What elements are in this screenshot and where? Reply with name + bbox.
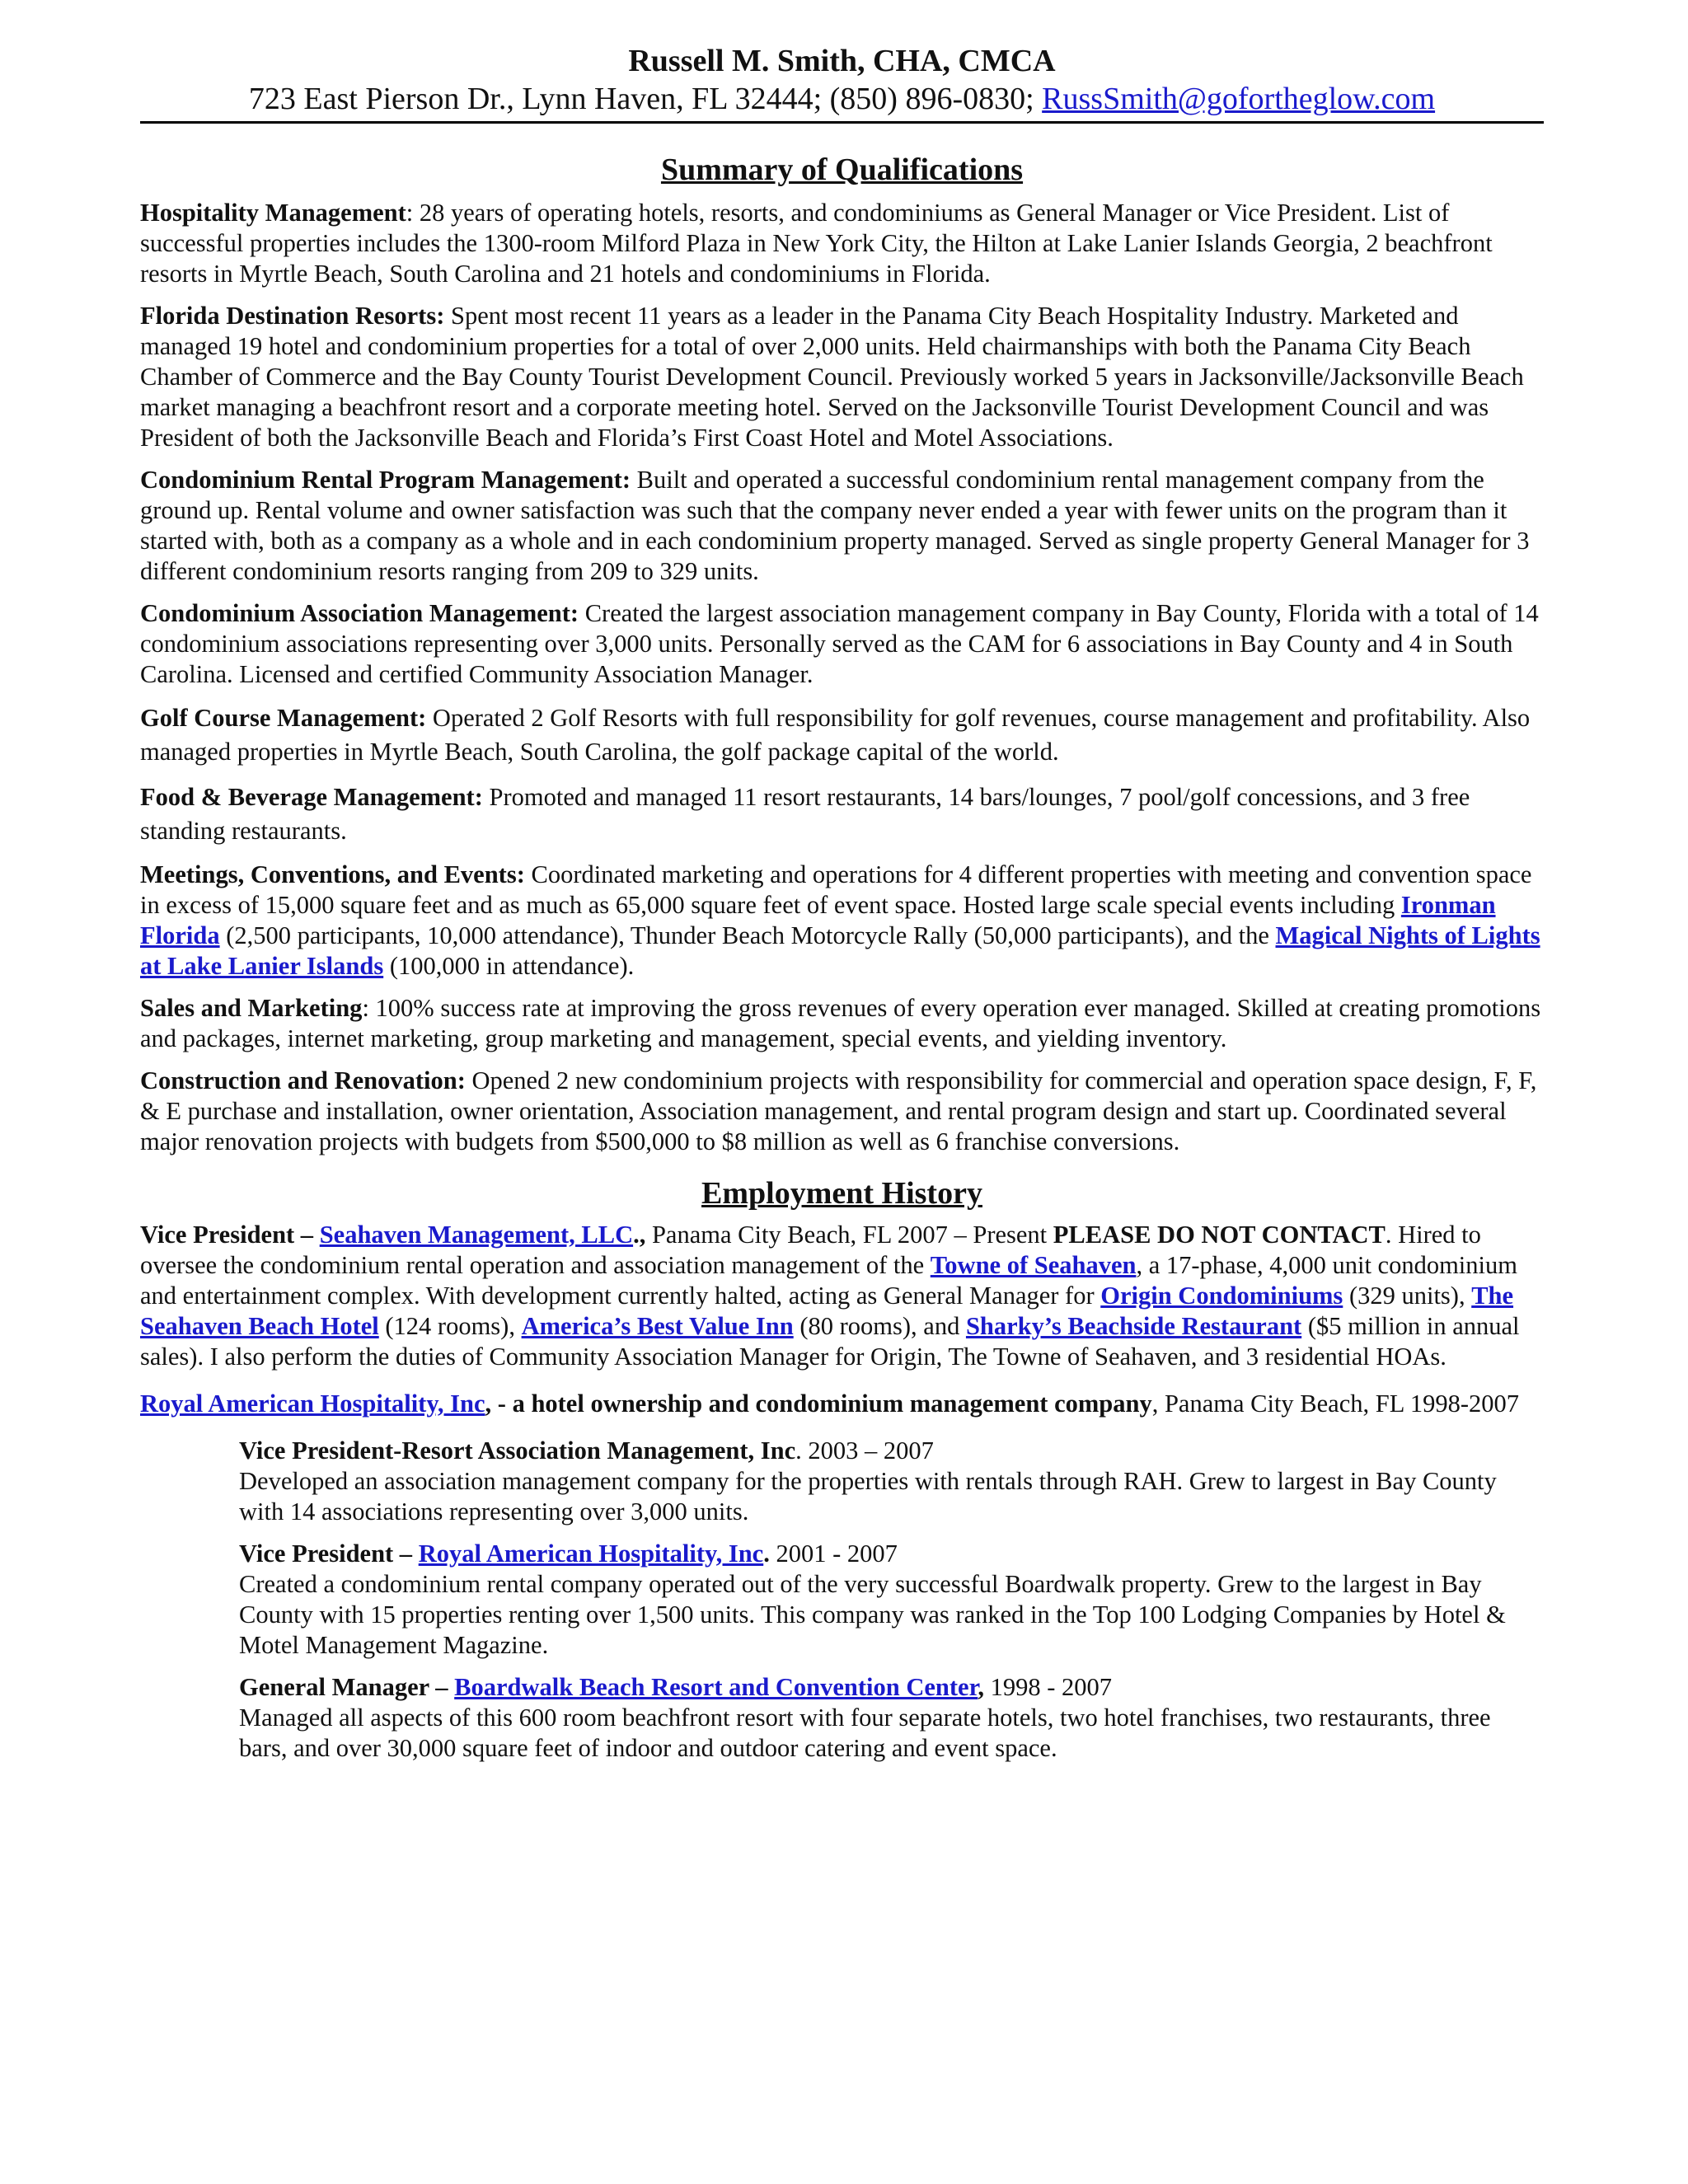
- seahaven-desc-5: (80 rooms), and: [793, 1312, 966, 1340]
- role-description: Created a condominium rental company operated out of the very successful Boardwalk property. Grew to the largest in Bay County with 15 properties renting over 1,500 units. This company was ranked in the Top 100 Lodging Companies by Hotel & Motel Management Magazine.: [239, 1570, 1506, 1659]
- meetings-text-3: (100,000 in attendance).: [383, 952, 635, 980]
- role-title: Vice President –: [239, 1540, 419, 1568]
- role-general-manager: [239, 1672, 1544, 1703]
- role-description: Developed an association management company for the properties with rentals through RAH. Grew to largest in Bay County with 14 associations representing over 3,000 units.: [239, 1467, 1497, 1526]
- association-text: Created the largest association management company in Bay County, Florida with a total of 14 condominium associations representing over 3,000 units. Personally served as the CAM for 6 associations in Bay County and 4 in South Carolina. Licensed and certified Community Association Manager.: [140, 599, 1539, 688]
- hospitality-label: Hospitality Management: [140, 199, 406, 227]
- sales-text: : 100% success rate at improving the gross revenues of every operation ever managed. Skilled at creating promotions and packages, internet marketing, group marketing and management, special events, and yielding inventory.: [140, 994, 1541, 1052]
- seahaven-location-dates: Panama City Beach, FL 2007 – Present: [651, 1221, 1053, 1249]
- ironman-florida-link[interactable]: Ironman Florida: [140, 891, 1496, 949]
- association-paragraph: [140, 598, 1544, 690]
- seahaven-desc-1: Hired to oversee the condominium rental operation and association management of the: [140, 1221, 1481, 1279]
- seahaven-desc-3: (329 units),: [1343, 1282, 1472, 1310]
- boardwalk-resort-link[interactable]: Boardwalk Beach Resort and Convention Center: [454, 1673, 978, 1701]
- rental-label: Condominium Rental Program Management:: [140, 466, 631, 494]
- royal-american-role-link[interactable]: Royal American Hospitality, Inc: [418, 1540, 764, 1568]
- role-title-tail: .: [763, 1540, 770, 1568]
- seahaven-desc-6: ($5 million in annual sales). I also perform the duties of Community Association Manager for Origin, The Towne of Seahaven, and 3 residential HOAs.: [140, 1312, 1520, 1371]
- royal-american-location-dates: , Panama City Beach, FL 1998-2007: [1151, 1390, 1519, 1418]
- summary-title: Summary of Qualifications: [660, 152, 1024, 187]
- construction-text: Opened 2 new condominium projects with responsibility for commercial and operation space design, F, F, & E purchase and installation, owner orientation, Association management, and rental program design and start up. Coordinated several major renovation projects with budgets from $500,000 to $8 million as well as 6 franchise conversions.: [140, 1066, 1537, 1155]
- seahaven-desc-2: , a 17-phase, 4,000 unit condominium and entertainment complex. With development currently halted, acting as General Manager for: [140, 1251, 1517, 1310]
- seahaven-desc-4: (124 rooms),: [378, 1312, 522, 1340]
- royal-american-roles: [239, 1436, 1544, 1764]
- do-not-contact-notice: PLEASE DO NOT CONTACT: [1053, 1221, 1386, 1249]
- magical-nights-link[interactable]: Magical Nights of Lights at Lake Lanier Islands: [140, 921, 1540, 980]
- role-title: Vice President-Resort Association Management, Inc: [239, 1436, 796, 1465]
- hospitality-text: : 28 years of operating hotels, resorts, and condominiums as General Manager or Vice President. List of successful properties includes the 1300-room Milford Plaza in New York City, the Hilton at Lake Lanier Islands Georgia, 2 beachfront resorts in Myrtle Beach, South Carolina and 21 hotels and condominiums in Florida.: [140, 199, 1493, 288]
- golf-paragraph: [140, 701, 1544, 769]
- meetings-label: Meetings, Conventions, and Events:: [140, 860, 525, 888]
- florida-text: Spent most recent 11 years as a leader in the Panama City Beach Hospitality Industry. Marketed and managed 19 hotel and condominium properties for a total of over 2,000 units. Held chairmanships with both the Panama City Beach Chamber of Commerce and the Bay County Tourist Development Council. Previously worked 5 years in Jacksonville/Jacksonville Beach market managing a beachfront resort and a corporate meeting hotel. Served on the Jacksonville Tourist Development Council and was President of both the Jacksonville Beach and Florida’s First Coast Hotel and Motel Associations.: [140, 302, 1524, 452]
- rental-text: Built and operated a successful condominium rental management company from the ground up. Rental volume and owner satisfaction was such that the company never ended a year with fewer units on the program than it started with, both as a company as a whole and in each condominium property managed. Served as single property General Manager for 3 different condominium resorts ranging from 209 to 329 units.: [140, 466, 1530, 585]
- notice-tail: .: [1385, 1221, 1392, 1249]
- seahaven-paragraph: [140, 1220, 1544, 1372]
- food-label: Food & Beverage Management:: [140, 783, 483, 811]
- golf-text: Operated 2 Golf Resorts with full responsibility for golf revenues, course management and profitability. Also managed properties in Myrtle Beach, South Carolina, the golf package capital of the world.: [140, 704, 1531, 766]
- meetings-text-2: (2,500 participants, 10,000 attendance), Thunder Beach Motorcycle Rally (50,000 participants), and the: [219, 921, 1276, 949]
- role-title-tail: ,: [978, 1673, 984, 1701]
- sharkys-restaurant-link[interactable]: Sharky’s Beachside Restaurant: [965, 1312, 1302, 1340]
- sales-paragraph: [140, 993, 1544, 1054]
- address-text: 723 East Pierson Dr., Lynn Haven, FL 32444; (850) 896-0830;: [248, 82, 1043, 116]
- royal-american-paragraph: [140, 1389, 1544, 1419]
- rental-paragraph: [140, 465, 1544, 587]
- origin-condominiums-link[interactable]: Origin Condominiums: [1100, 1282, 1343, 1310]
- florida-label: Florida Destination Resorts:: [140, 302, 445, 330]
- sales-label: Sales and Marketing: [140, 994, 363, 1022]
- employment-title: Employment History: [701, 1176, 982, 1211]
- role-vice-president: [239, 1539, 1544, 1569]
- role-dates: 1998 - 2007: [983, 1673, 1112, 1701]
- role-resort-association: [239, 1436, 1544, 1466]
- royal-american-link[interactable]: Royal American Hospitality, Inc: [140, 1390, 485, 1418]
- construction-paragraph: [140, 1066, 1544, 1157]
- role-description: Managed all aspects of this 600 room beachfront resort with four separate hotels, two hotel franchises, two restaurants, three bars, and over 30,000 square feet of indoor and outdoor catering and event space.: [239, 1704, 1491, 1762]
- seahaven-role-tail: .,: [633, 1221, 652, 1249]
- florida-paragraph: [140, 301, 1544, 453]
- role-title: General Manager –: [239, 1673, 455, 1701]
- food-paragraph: [140, 780, 1544, 848]
- email-link[interactable]: RussSmith@gofortheglow.com: [1042, 82, 1436, 116]
- americas-best-value-inn-link[interactable]: America’s Best Value Inn: [521, 1312, 794, 1340]
- meetings-text-1: Coordinated marketing and operations for 4 different properties with meeting and convention space in excess of 15,000 square feet and as much as 65,000 square feet of event space. Hosted large scale special events including: [140, 860, 1532, 919]
- seahaven-management-link[interactable]: Seahaven Management, LLC: [319, 1221, 634, 1249]
- seahaven-role: Vice President –: [140, 1221, 320, 1249]
- food-text: Promoted and managed 11 resort restaurants, 14 bars/lounges, 7 pool/golf concessions, and 3 free standing restaurants.: [140, 783, 1470, 845]
- meetings-paragraph: [140, 860, 1544, 982]
- royal-american-tagline: , - a hotel ownership and condominium management company: [485, 1390, 1152, 1418]
- role-dates: . 2003 – 2007: [795, 1436, 934, 1465]
- association-label: Condominium Association Management:: [140, 599, 579, 627]
- seahaven-beach-hotel-link[interactable]: The Seahaven Beach Hotel: [140, 1282, 1514, 1340]
- golf-label: Golf Course Management:: [140, 704, 427, 732]
- construction-label: Construction and Renovation:: [140, 1066, 466, 1094]
- towne-of-seahaven-link[interactable]: Towne of Seahaven: [930, 1251, 1137, 1279]
- role-dates: 2001 - 2007: [769, 1540, 898, 1568]
- contact-line: [140, 79, 1544, 124]
- resume-name: Russell M. Smith, CHA, CMCA: [628, 44, 1056, 78]
- hospitality-paragraph: [140, 198, 1544, 289]
